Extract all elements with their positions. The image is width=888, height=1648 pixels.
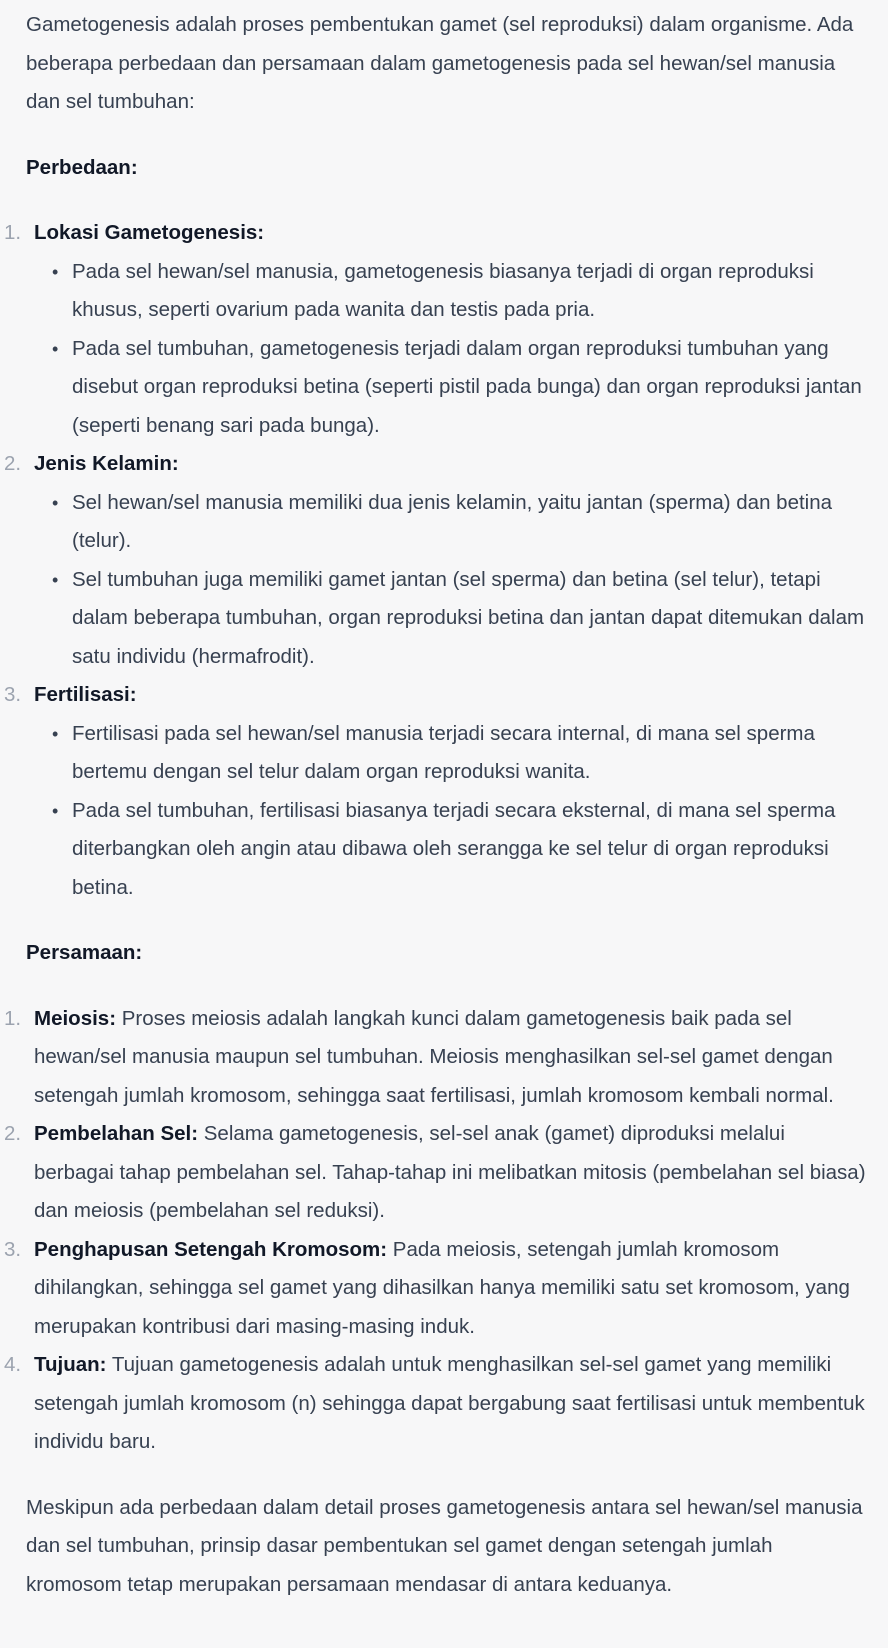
list-item xyxy=(4,676,868,907)
list-item xyxy=(4,214,868,445)
bullet-icon: • xyxy=(52,569,59,590)
section-heading-perbedaan: Perbedaan: xyxy=(26,155,138,179)
bullet-icon: • xyxy=(52,338,59,359)
bullet-icon: • xyxy=(52,261,59,282)
list-item-text: Selama gametogenesis, sel-sel anak (gamet) diproduksi melalui berbagai tahap pembelahan sel. Tahap-tahap ini melibatkan mitosis (pembelahan sel biasa) dan meiosis (pembelahan sel reduksi). xyxy=(34,1122,866,1222)
list-item-label: Meiosis: xyxy=(34,1006,117,1030)
bullet-icon: • xyxy=(52,492,59,513)
list-item-label: Jenis Kelamin: xyxy=(34,452,179,475)
list-number: 4. xyxy=(4,1353,22,1376)
intro-paragraph: Gametogenesis adalah proses pembentukan gamet (sel reproduksi) dalam organisme. Ada beberapa perbedaan dan persamaan dalam gametogenesis pada sel hewan/sel manusia dan sel tumbuhan: xyxy=(26,13,854,113)
bullet-item xyxy=(52,715,868,792)
list-item-text: Proses meiosis adalah langkah kunci dalam gametogenesis baik pada sel hewan/sel manusia maupun sel tumbuhan. Meiosis menghasilkan sel-sel gamet dengan setengah jumlah kromosom, sehingga saat fertilisasi, jumlah kromosom kembali normal. xyxy=(34,1006,834,1107)
list-item xyxy=(4,1000,868,1116)
bullet-item xyxy=(52,253,868,330)
bullet-item xyxy=(52,792,868,908)
bullet-item xyxy=(52,484,868,561)
list-item-label: Lokasi Gametogenesis: xyxy=(34,221,265,244)
list-item-text: Tujuan gametogenesis adalah untuk menghasilkan sel-sel gamet yang memiliki setengah jumlah kromosom (n) sehingga dapat bergabung saat fertilisasi untuk membentuk individu baru. xyxy=(34,1353,865,1453)
section-heading-persamaan: Persamaan: xyxy=(26,941,143,964)
list-item xyxy=(4,1231,868,1347)
list-item xyxy=(4,1346,868,1462)
list-item-label: Penghapusan Setengah Kromosom: xyxy=(34,1237,388,1261)
bullet-text: Pada sel tumbuhan, fertilisasi biasanya terjadi secara eksternal, di mana sel sperma diterbangkan oleh angin atau dibawa oleh serangga ke sel telur di organ reproduksi betina. xyxy=(72,798,836,899)
bullet-text: Sel tumbuhan juga memiliki gamet jantan (sel sperma) dan betina (sel telur), tetapi dalam beberapa tumbuhan, organ reproduksi betina dan jantan dapat ditemukan dalam satu individu (hermafrodit). xyxy=(72,567,865,668)
bullet-icon: • xyxy=(52,723,59,744)
bullet-text: Sel hewan/sel manusia memiliki dua jenis kelamin, yaitu jantan (sperma) dan betina (telur). xyxy=(72,490,833,552)
outro-paragraph: Meskipun ada perbedaan dalam detail proses gametogenesis antara sel hewan/sel manusia dan sel tumbuhan, prinsip dasar pembentukan sel gamet dengan setengah jumlah kromosom tetap merupakan persamaan mendasar di antara keduanya. xyxy=(26,1495,863,1596)
bullet-item xyxy=(52,330,868,446)
list-number: 1. xyxy=(4,221,22,244)
list-item-label: Fertilisasi: xyxy=(34,683,137,706)
list-number: 2. xyxy=(4,452,22,475)
list-item-label: Tujuan: xyxy=(34,1353,107,1376)
list-item-text: Pada meiosis, setengah jumlah kromosom dihilangkan, sehingga sel gamet yang dihasilkan hanya memiliki satu set kromosom, yang merupakan kontribusi dari masing-masing induk. xyxy=(34,1237,850,1338)
persamaan-list xyxy=(4,1000,868,1462)
list-item-label: Pembelahan Sel: xyxy=(34,1122,199,1145)
list-item xyxy=(4,1115,868,1231)
bullet-list xyxy=(34,253,868,446)
list-number: 3. xyxy=(4,1237,22,1261)
bullet-text: Fertilisasi pada sel hewan/sel manusia terjadi secara internal, di mana sel sperma bertemu dengan sel telur dalam organ reproduksi wanita. xyxy=(72,721,815,783)
bullet-icon: • xyxy=(52,800,59,821)
bullet-list xyxy=(34,715,868,908)
list-item xyxy=(4,445,868,676)
perbedaan-list xyxy=(4,214,868,907)
list-number: 3. xyxy=(4,683,22,706)
bullet-item xyxy=(52,561,868,677)
bullet-text: Pada sel hewan/sel manusia, gametogenesis biasanya terjadi di organ reproduksi khusus, seperti ovarium pada wanita dan testis pada pria. xyxy=(72,259,814,321)
bullet-list xyxy=(34,484,868,677)
bullet-text: Pada sel tumbuhan, gametogenesis terjadi dalam organ reproduksi tumbuhan yang disebut organ reproduksi betina (seperti pistil pada bunga) dan organ reproduksi jantan (seperti benang sari pada bunga). xyxy=(72,336,862,437)
list-number: 2. xyxy=(4,1122,22,1145)
list-number: 1. xyxy=(4,1006,22,1030)
